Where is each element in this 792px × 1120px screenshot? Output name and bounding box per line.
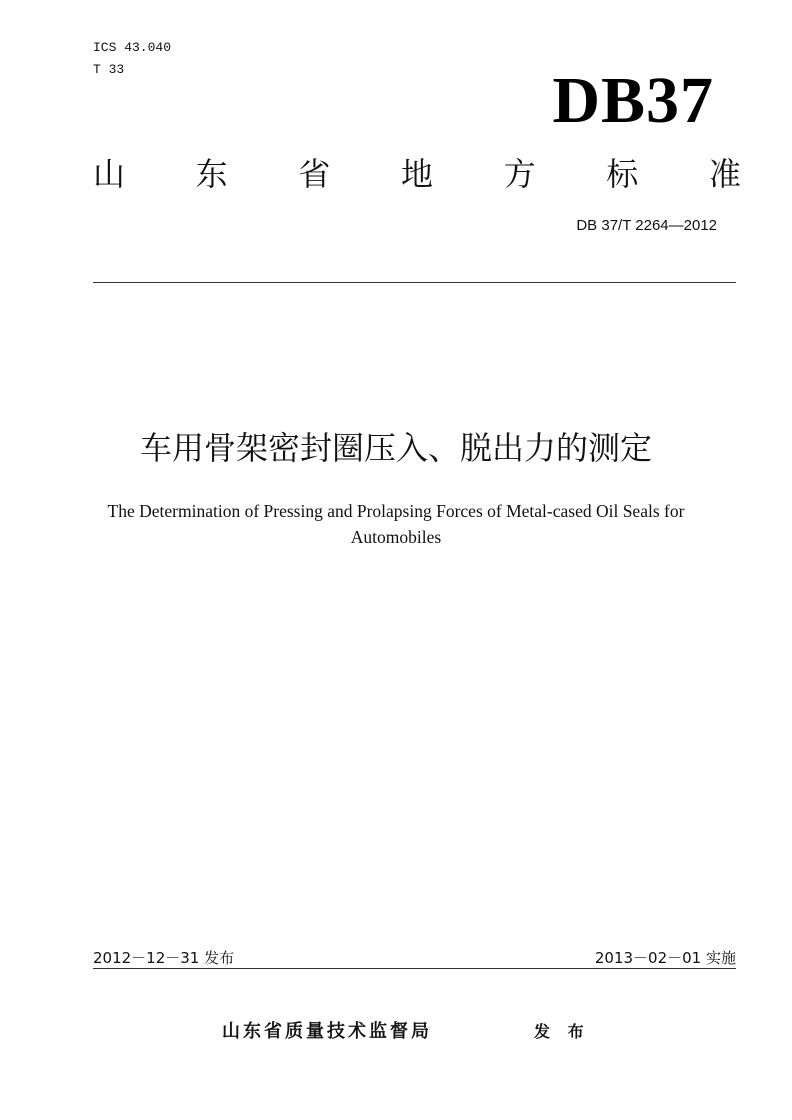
issue-date: 2012－12－31 发布 (93, 949, 235, 967)
standard-type-char: 东 (195, 155, 228, 193)
footer-divider (93, 968, 736, 969)
ccs-code: T 33 (93, 62, 125, 77)
title-english (70, 498, 722, 550)
standard-type-char: 省 (298, 155, 331, 193)
title-chinese: 车用骨架密封圈压入、脱出力的测定 (139, 429, 652, 467)
standard-code: DB 37/T 2264—2012 (576, 217, 717, 234)
standard-type-char: 山 (93, 155, 126, 193)
ics-code: ICS 43.040 (93, 40, 172, 55)
implementation-date: 2013－02－01 实施 (594, 949, 736, 967)
standard-type-char: 标 (606, 155, 639, 193)
standard-type-char: 地 (400, 155, 433, 193)
publish-label: 发 布 (534, 1022, 590, 1041)
header-divider (93, 282, 736, 283)
title-english-line1: The Determination of Pressing and Prolapsing Forces of Metal-cased Oil Seals for (107, 501, 685, 521)
standard-logo: DB37 (552, 64, 714, 137)
title-english-line2: Automobiles (350, 527, 442, 547)
standard-type-heading (93, 154, 741, 194)
standard-type-char: 准 (708, 155, 741, 193)
standard-type-char: 方 (503, 155, 536, 193)
publisher: 山东省质量技术监督局 (222, 1021, 432, 1042)
